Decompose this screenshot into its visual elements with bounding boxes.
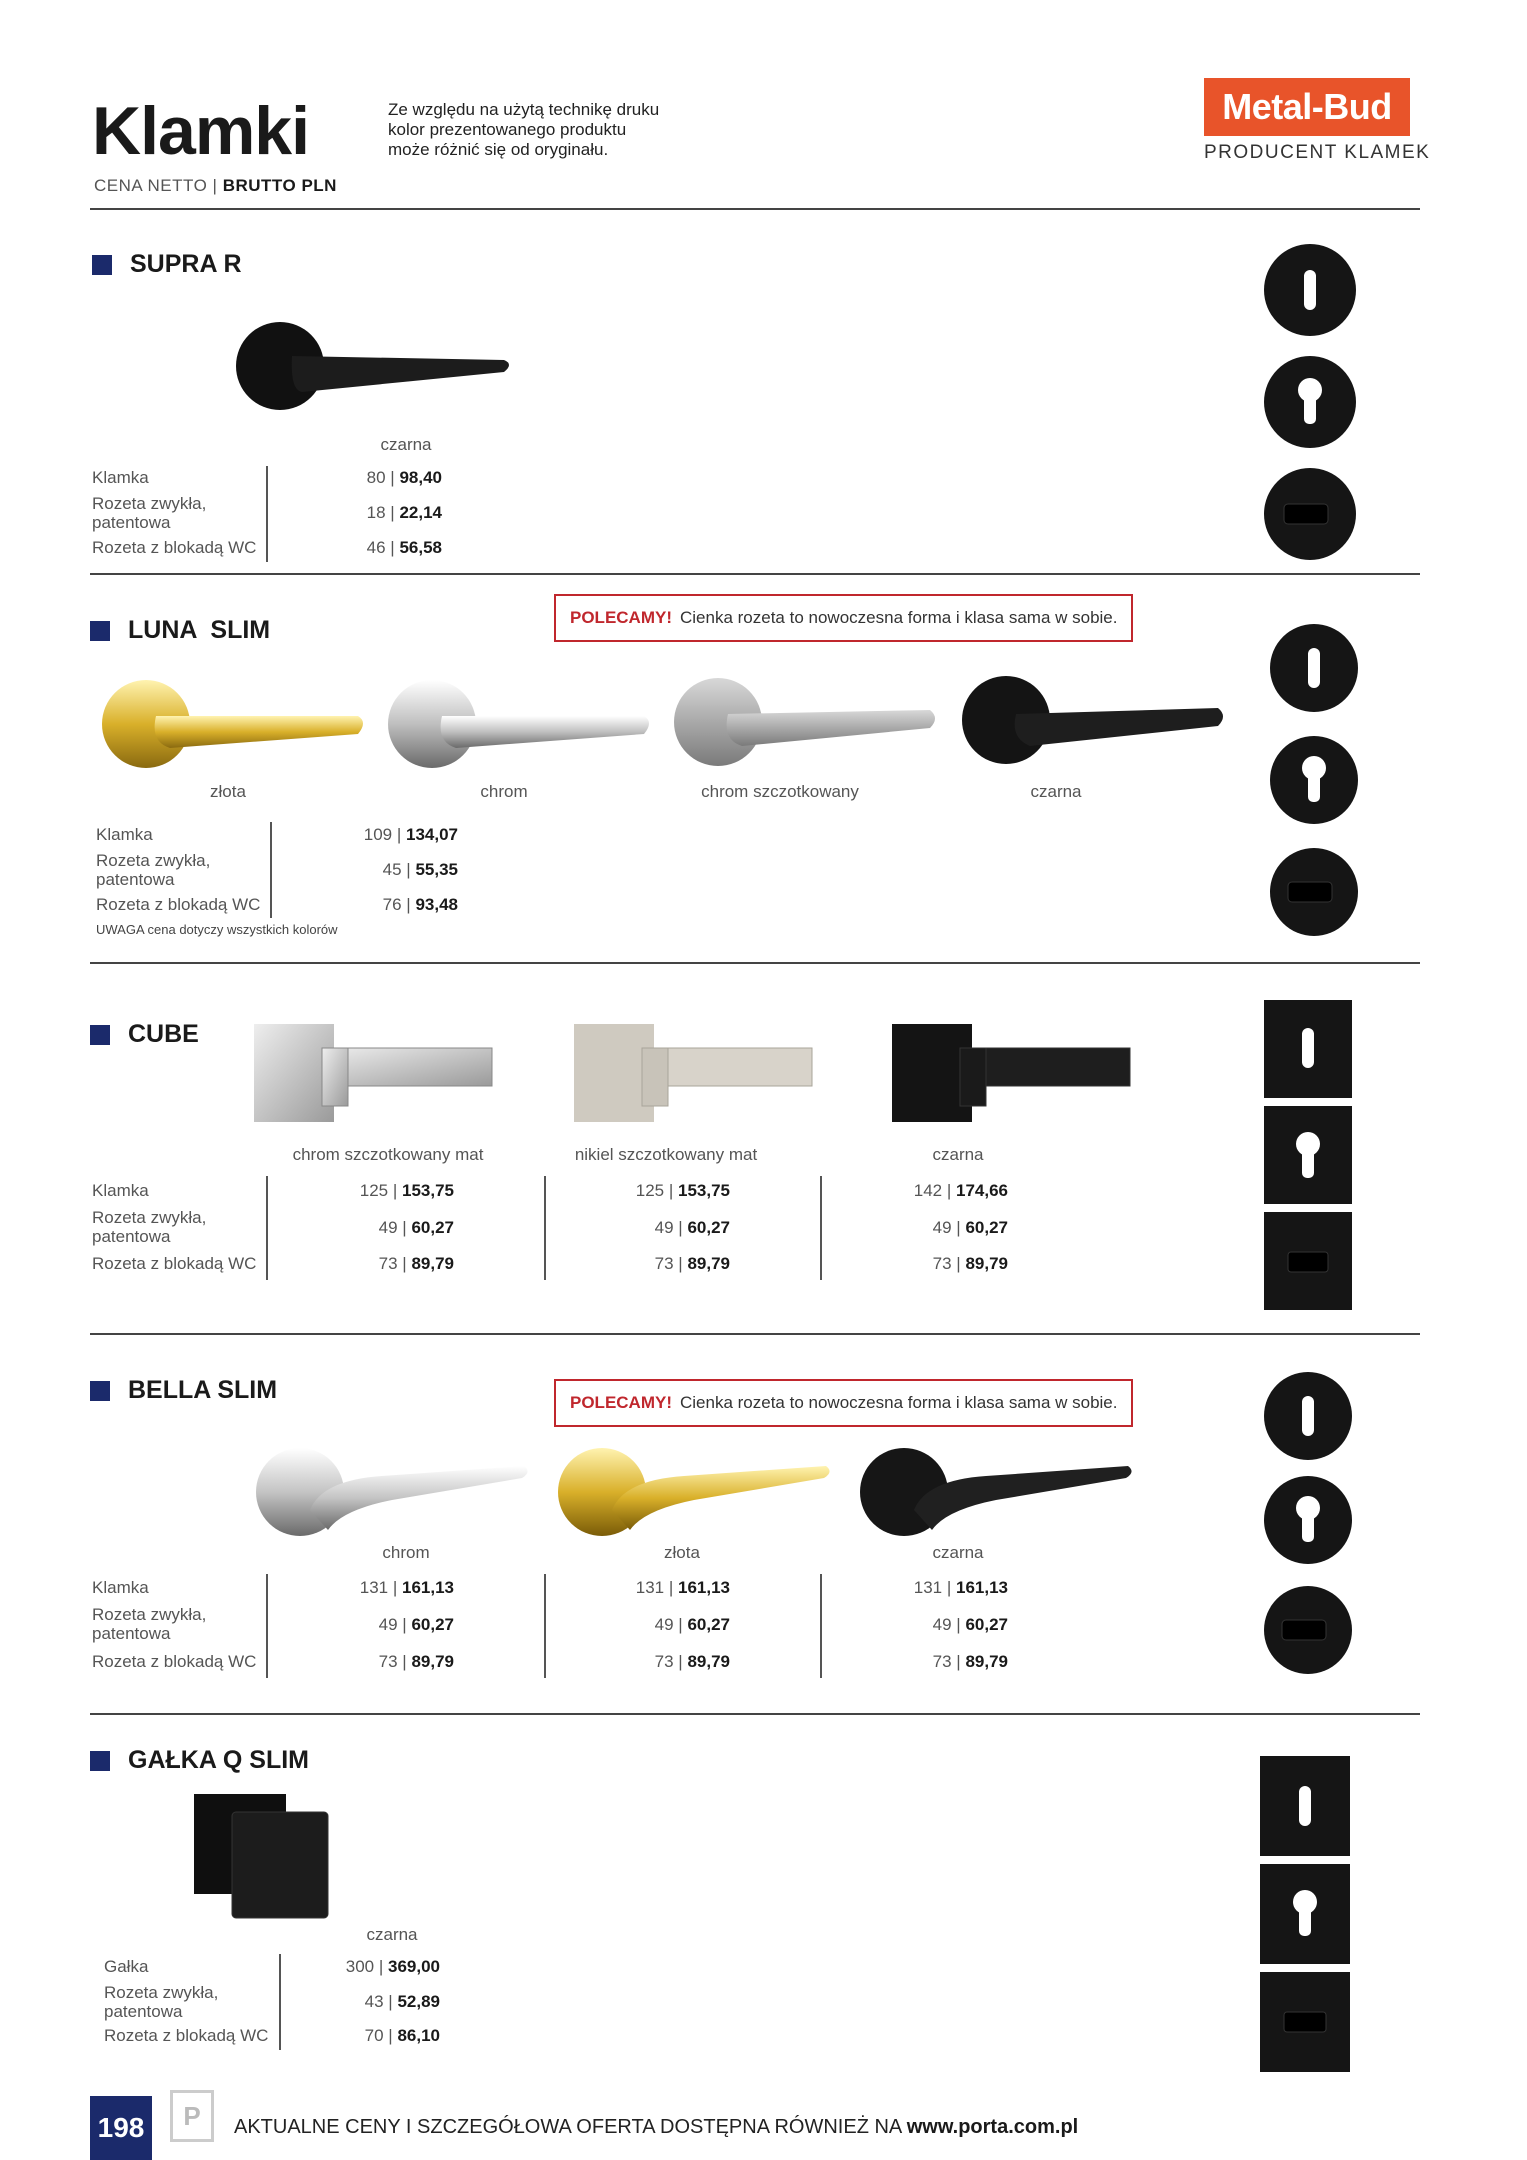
price-gross: 89,79 (687, 1652, 730, 1671)
section-title-luna-slim (90, 616, 270, 645)
handle-image-luna-gold (100, 676, 370, 776)
section-marker (92, 255, 112, 275)
rosette-set-square (1258, 1754, 1352, 2074)
price-net: 49 (378, 1218, 398, 1237)
section-title-bella-slim (90, 1376, 277, 1405)
price-gross: 134,07 (406, 825, 458, 844)
price-cell: 131 | 161,13 (635, 1578, 730, 1597)
row-label-wc: Rozeta z blokadą WC (92, 538, 257, 557)
row-label-wc: Rozeta z blokadą WC (92, 1652, 257, 1671)
row-label-wc: Rozeta z blokadą WC (92, 1254, 257, 1273)
row-label-line: patentowa (92, 1624, 171, 1643)
divider (90, 1333, 1420, 1335)
footer-caption: AKTUALNE CENY I SZCZEGÓŁOWA OFERTA DOSTĘPNA RÓWNIEŻ NA (234, 2116, 902, 2138)
recommend-badge (554, 594, 1133, 642)
row-label-rozeta (92, 1208, 206, 1246)
price-cell: 46 | 56,58 (366, 538, 442, 557)
price-cell: 43 | 52,89 (364, 1992, 440, 2011)
column-divider (820, 1574, 822, 1678)
price-gross: 174,66 (956, 1181, 1008, 1200)
price-label-gross: BRUTTO PLN (222, 176, 337, 195)
row-label-line: patentowa (92, 513, 171, 532)
price-gross: 98,40 (399, 468, 442, 487)
price-net: 49 (932, 1615, 952, 1634)
section-name: CUBE (128, 1020, 199, 1048)
price-cell: 73 | 89,79 (932, 1254, 1008, 1273)
handle-image-luna-black (960, 672, 1230, 772)
row-label-rozeta (104, 1983, 218, 2021)
column-divider (266, 466, 268, 562)
notice-line: kolor prezentowanego produktu (388, 120, 627, 139)
notice-line: Ze względu na użytą technikę druku (388, 100, 660, 119)
price-cell: 73 | 89,79 (654, 1652, 730, 1671)
column-divider (544, 1176, 546, 1280)
price-cell: 73 | 89,79 (654, 1254, 730, 1273)
price-net: 131 (359, 1578, 389, 1597)
column-divider (279, 1954, 281, 2050)
price-cell: 125 | 153,75 (359, 1181, 454, 1200)
badge-text: Cienka rozeta to nowoczesna forma i klasa sama w sobie. (680, 1393, 1118, 1412)
price-gross: 93,48 (415, 895, 458, 914)
footer-url[interactable]: www.porta.com.pl (906, 2116, 1079, 2138)
price-net: 73 (378, 1254, 398, 1273)
variant-label: złota (210, 782, 246, 801)
rosette-set-round (1262, 242, 1358, 564)
row-label-line: patentowa (104, 2002, 183, 2021)
price-cell: 73 | 89,79 (378, 1652, 454, 1671)
price-net: 43 (364, 1992, 384, 2011)
variant-label: chrom szczotkowany (701, 782, 859, 801)
rosette-set-round (1266, 624, 1362, 940)
variant-label: chrom (480, 782, 528, 801)
section-name: GAŁKA Q SLIM (128, 1746, 310, 1774)
section-marker (90, 1025, 110, 1045)
price-gross: 153,75 (402, 1181, 454, 1200)
section-name: LUNA SLIM (128, 616, 271, 644)
row-label-line: Rozeta zwykła, (92, 494, 207, 513)
divider (90, 962, 1420, 964)
rosette-set-square (1262, 998, 1354, 1314)
price-net: 70 (364, 2026, 384, 2045)
row-label-line: patentowa (96, 870, 175, 889)
porta-logo: P (170, 2090, 214, 2142)
section-name: BELLA SLIM (128, 1376, 278, 1404)
price-cell: 73 | 89,79 (932, 1652, 1008, 1671)
page-title: Klamki (92, 93, 309, 169)
price-net: 73 (654, 1254, 674, 1273)
price-net: 76 (382, 895, 402, 914)
section-marker (90, 621, 110, 641)
price-cell: 49 | 60,27 (378, 1615, 454, 1634)
handle-image-bella-chrome (252, 1440, 532, 1540)
row-label-wc: Rozeta z blokadą WC (104, 2026, 269, 2045)
price-net: 300 (345, 1957, 375, 1976)
price-caption: CENA NETTO | BRUTTO PLN (94, 176, 337, 195)
divider (90, 1713, 1420, 1715)
price-cell: 49 | 60,27 (378, 1218, 454, 1237)
price-cell: 131 | 161,13 (913, 1578, 1008, 1597)
price-net: 142 (913, 1181, 943, 1200)
handle-image-supra-r (232, 320, 512, 420)
handle-image-luna-chrome (386, 676, 656, 776)
row-label-rozeta (96, 851, 210, 889)
recommend-badge (554, 1379, 1133, 1427)
price-gross: 56,58 (399, 538, 442, 557)
badge-strong: POLECAMY! (570, 1393, 672, 1412)
knob-image-galka-q-slim (192, 1792, 332, 1922)
column-divider (266, 1176, 268, 1280)
notice-line: może różnić się od oryginału. (388, 140, 609, 159)
price-net: 49 (378, 1615, 398, 1634)
price-cell: 49 | 60,27 (932, 1218, 1008, 1237)
row-label-line: patentowa (92, 1227, 171, 1246)
variant-label: czarna (1030, 782, 1082, 801)
row-label-klamka: Klamka (96, 825, 153, 844)
price-gross: 369,00 (388, 1957, 440, 1976)
price-net: 73 (654, 1652, 674, 1671)
price-cell: 73 | 89,79 (378, 1254, 454, 1273)
variant-label: czarna (380, 435, 432, 454)
price-gross: 161,13 (402, 1578, 454, 1597)
section-title-supra-r (92, 250, 242, 279)
column-divider (544, 1574, 546, 1678)
section-title-cube (90, 1020, 199, 1049)
price-gross: 153,75 (678, 1181, 730, 1200)
handle-image-bella-black (856, 1440, 1136, 1540)
price-cell: 49 | 60,27 (932, 1615, 1008, 1634)
price-cell: 80 | 98,40 (366, 468, 442, 487)
price-net: 49 (654, 1615, 674, 1634)
price-net: 49 (932, 1218, 952, 1237)
section-marker (90, 1381, 110, 1401)
section-title-galka-q-slim (90, 1746, 309, 1775)
price-cell: 45 | 55,35 (382, 860, 458, 879)
row-label-klamka: Klamka (92, 1578, 149, 1597)
row-label-galka: Gałka (104, 1957, 149, 1976)
handle-image-cube-chrome (252, 1022, 502, 1126)
price-cell: 142 | 174,66 (913, 1181, 1008, 1200)
price-net: 131 (913, 1578, 943, 1597)
price-net: 49 (654, 1218, 674, 1237)
column-divider (266, 1574, 268, 1678)
variant-label: czarna (932, 1543, 984, 1562)
row-label-klamka: Klamka (92, 1181, 149, 1200)
variant-label: złota (664, 1543, 700, 1562)
rosette-set-round (1260, 1370, 1356, 1688)
price-gross: 86,10 (397, 2026, 440, 2045)
price-note: UWAGA cena dotyczy wszystkich kolorów (96, 922, 338, 937)
price-net: 125 (359, 1181, 389, 1200)
price-net: 131 (635, 1578, 665, 1597)
badge-strong: POLECAMY! (570, 608, 672, 627)
brand-logo: Metal-Bud (1204, 78, 1410, 136)
price-cell: 18 | 22,14 (366, 503, 442, 522)
price-gross: 52,89 (397, 1992, 440, 2011)
price-gross: 55,35 (415, 860, 458, 879)
price-net: 45 (382, 860, 402, 879)
price-gross: 89,79 (687, 1254, 730, 1273)
variant-label: chrom szczotkowany mat (292, 1145, 484, 1164)
price-gross: 60,27 (965, 1218, 1008, 1237)
price-gross: 89,79 (411, 1652, 454, 1671)
row-label-line: Rozeta zwykła, (92, 1605, 207, 1624)
page-number: 198 (90, 2096, 152, 2160)
price-gross: 89,79 (965, 1254, 1008, 1273)
badge-text: Cienka rozeta to nowoczesna forma i klasa sama w sobie. (680, 608, 1118, 627)
column-divider (820, 1176, 822, 1280)
price-gross: 60,27 (687, 1615, 730, 1634)
price-net: 73 (378, 1652, 398, 1671)
footer-text (234, 2116, 1078, 2139)
price-cell: 125 | 153,75 (635, 1181, 730, 1200)
handle-image-cube-nickel (572, 1022, 822, 1126)
price-gross: 89,79 (965, 1652, 1008, 1671)
print-notice (388, 100, 659, 160)
price-gross: 22,14 (399, 503, 442, 522)
price-cell: 131 | 161,13 (359, 1578, 454, 1597)
price-cell: 49 | 60,27 (654, 1218, 730, 1237)
price-cell: 70 | 86,10 (364, 2026, 440, 2045)
price-gross: 60,27 (965, 1615, 1008, 1634)
price-cell: 300 | 369,00 (345, 1957, 440, 1976)
price-gross: 161,13 (956, 1578, 1008, 1597)
price-net: 46 (366, 538, 386, 557)
row-label-line: Rozeta zwykła, (96, 851, 211, 870)
price-net: 73 (932, 1652, 952, 1671)
price-net: 18 (366, 503, 386, 522)
variant-label: chrom (382, 1543, 430, 1562)
price-net: 73 (932, 1254, 952, 1273)
variant-label: nikiel szczotkowany mat (574, 1145, 758, 1164)
row-label-rozeta (92, 1605, 206, 1643)
variant-label: czarna (932, 1145, 984, 1164)
price-net: 80 (366, 468, 386, 487)
row-label-line: Rozeta zwykła, (104, 1983, 219, 2002)
section-marker (90, 1751, 110, 1771)
row-label-rozeta (92, 494, 206, 532)
price-net: 125 (635, 1181, 665, 1200)
section-name: SUPRA R (130, 250, 242, 278)
divider (90, 573, 1420, 575)
price-cell: 76 | 93,48 (382, 895, 458, 914)
handle-image-luna-brushed (672, 674, 942, 774)
handle-image-bella-gold (554, 1440, 834, 1540)
price-net: 109 (363, 825, 393, 844)
row-label-wc: Rozeta z blokadą WC (96, 895, 261, 914)
price-gross: 60,27 (687, 1218, 730, 1237)
price-cell: 109 | 134,07 (363, 825, 458, 844)
price-label-net: CENA NETTO (94, 176, 208, 195)
row-label-line: Rozeta zwykła, (92, 1208, 207, 1227)
price-gross: 89,79 (411, 1254, 454, 1273)
divider (90, 208, 1420, 210)
price-gross: 60,27 (411, 1615, 454, 1634)
handle-image-cube-black (890, 1022, 1140, 1126)
price-gross: 161,13 (678, 1578, 730, 1597)
brand-subtitle: PRODUCENT KLAMEK (1204, 142, 1431, 163)
variant-label: czarna (366, 1925, 418, 1944)
column-divider (270, 822, 272, 918)
price-gross: 60,27 (411, 1218, 454, 1237)
price-cell: 49 | 60,27 (654, 1615, 730, 1634)
row-label-klamka: Klamka (92, 468, 149, 487)
